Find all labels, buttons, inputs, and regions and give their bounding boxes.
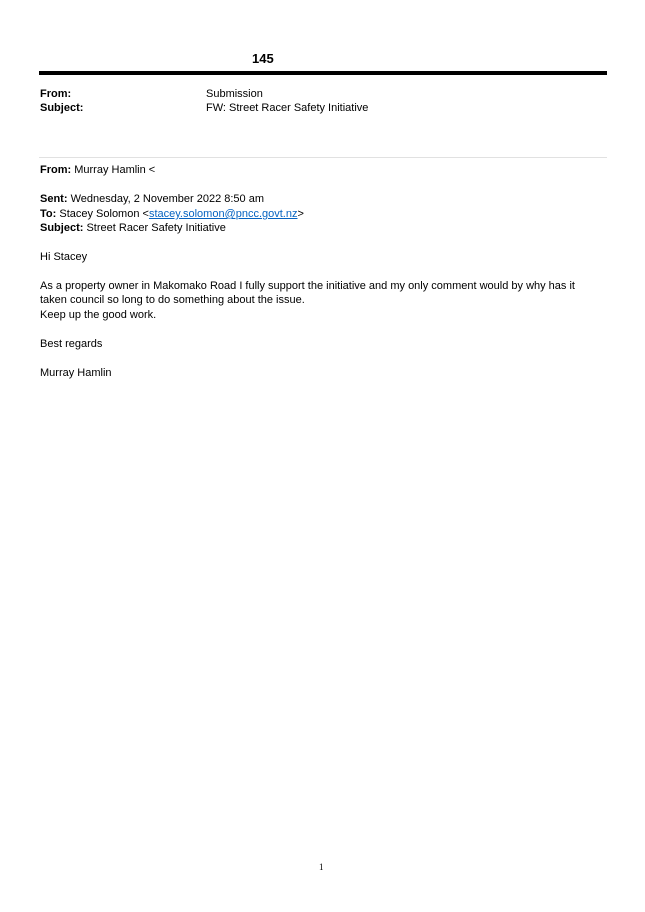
forwarded-from-label: From: bbox=[40, 164, 72, 176]
forwarded-to-close: > bbox=[297, 208, 304, 220]
outer-subject-value: FW: Street Racer Safety Initiative bbox=[206, 102, 369, 114]
outer-from-label: From: bbox=[40, 88, 72, 100]
page-number-label: 145 bbox=[252, 51, 274, 66]
recipient-email-link[interactable]: stacey.solomon@pncc.govt.nz bbox=[148, 208, 298, 220]
body-greeting: Hi Stacey bbox=[40, 251, 88, 263]
forwarded-to-line bbox=[40, 207, 304, 221]
forwarded-to-label: To: bbox=[40, 208, 57, 220]
forwarded-sent-value: Wednesday, 2 November 2022 8:50 am bbox=[70, 193, 264, 205]
outer-from-row bbox=[40, 87, 540, 101]
forwarded-subject-value: Street Racer Safety Initiative bbox=[86, 222, 226, 234]
forwarded-sent-line bbox=[40, 192, 264, 206]
body-paragraph-line-2: taken council so long to do something about the issue. bbox=[40, 294, 305, 306]
body-signature: Murray Hamlin bbox=[40, 367, 112, 379]
outer-from-value: Submission bbox=[206, 88, 263, 100]
forwarded-from-value: Murray Hamlin < bbox=[74, 164, 156, 176]
body-paragraph-line-1: As a property owner in Makomako Road I fully support the initiative and my only comment would by why has it bbox=[40, 280, 575, 292]
footer-page-number: 1 bbox=[319, 862, 324, 872]
body-closing: Best regards bbox=[40, 338, 103, 350]
outer-subject-label: Subject: bbox=[40, 102, 84, 114]
forwarded-from-line bbox=[40, 163, 155, 177]
forwarded-sent-label: Sent: bbox=[40, 193, 68, 205]
outer-subject-row bbox=[40, 101, 540, 115]
body-paragraph-line-3: Keep up the good work. bbox=[40, 309, 157, 321]
message-divider bbox=[39, 157, 607, 158]
forwarded-subject-line bbox=[40, 221, 226, 235]
forwarded-to-name: Stacey Solomon < bbox=[59, 208, 149, 220]
forwarded-subject-label: Subject: bbox=[40, 222, 84, 234]
header-divider bbox=[39, 71, 607, 75]
